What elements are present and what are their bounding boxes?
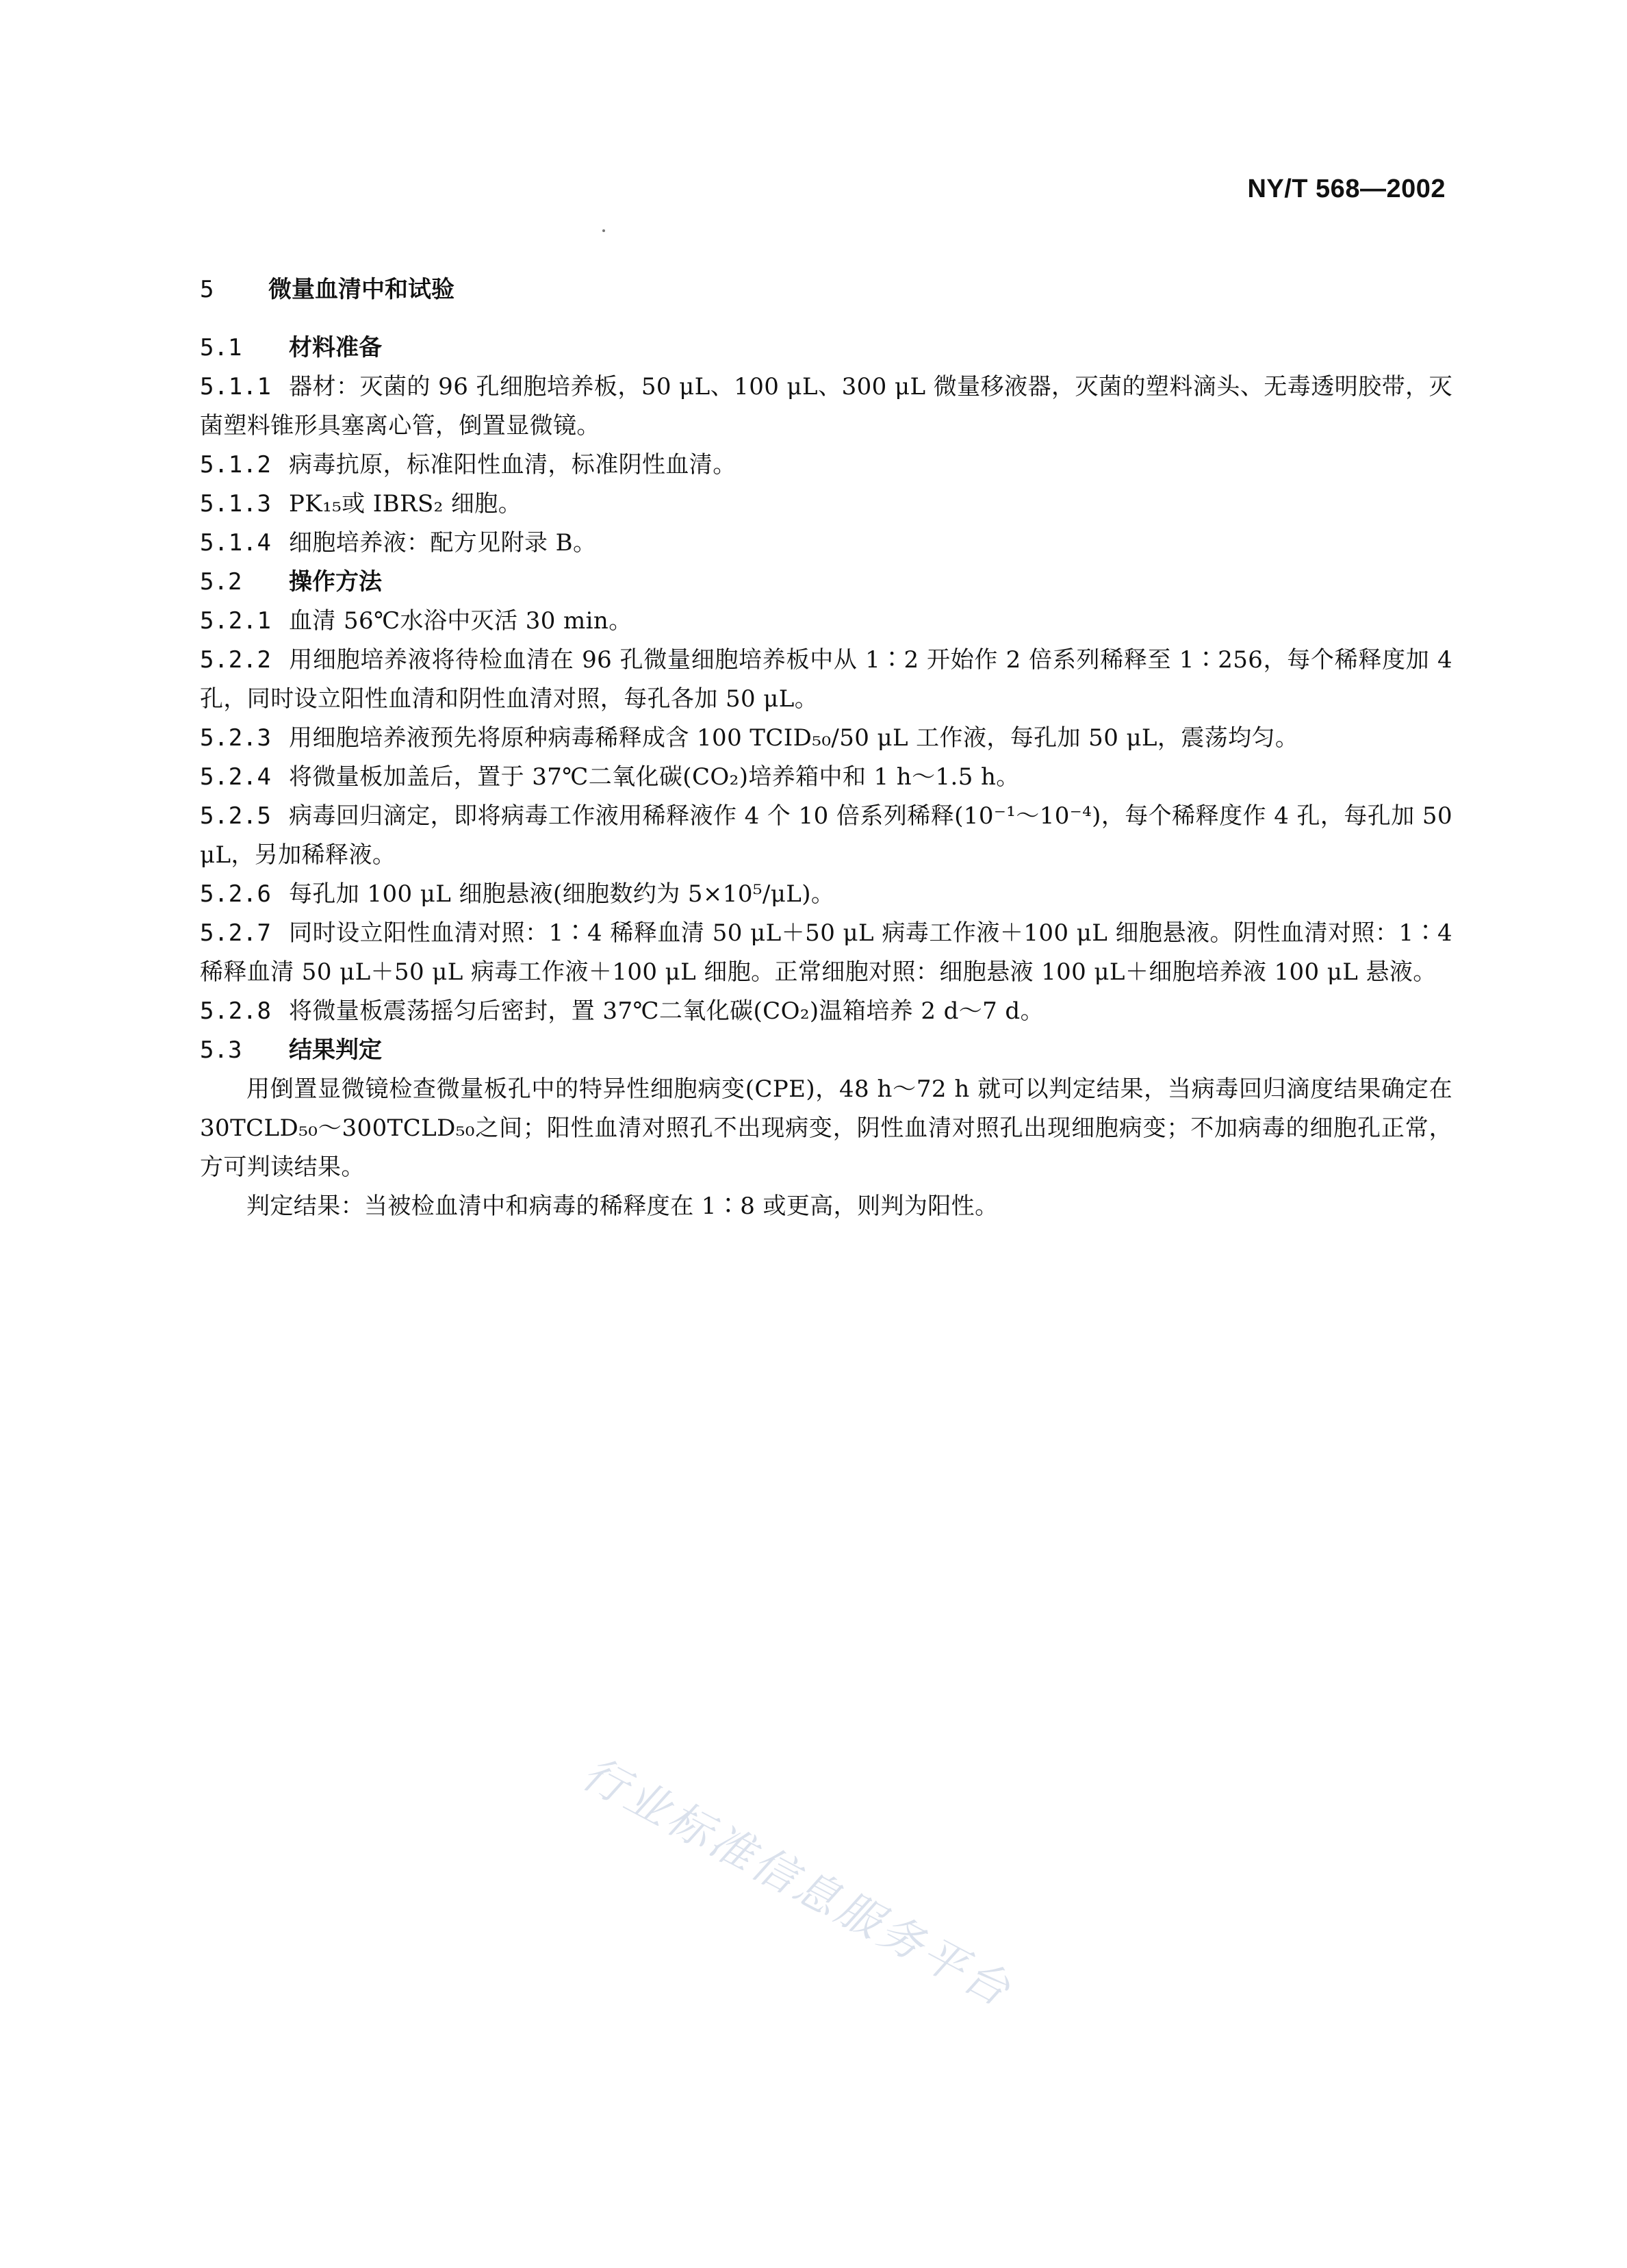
item-text: 每孔加 100 μL 细胞悬液(细胞数约为 5×10⁵/μL)。 bbox=[289, 880, 835, 908]
section-5-2-title: 操作方法 bbox=[289, 568, 382, 596]
item-text: 病毒回归滴定，即将病毒工作液用稀释液作 4 个 10 倍系列稀释(10⁻¹～10⁻⁴)，每个稀释度作 4 孔，每孔加 50 μL，另加稀释液。 bbox=[200, 802, 1452, 869]
item-5-2-3 bbox=[200, 719, 1452, 758]
section-5-1-number: 5.1 bbox=[200, 334, 242, 361]
section-5-number: 5 bbox=[200, 276, 214, 303]
watermark-text: 行业标准信息服务平台 bbox=[574, 1748, 1021, 2018]
item-text: 病毒抗原，标准阳性血清，标准阴性血清。 bbox=[289, 451, 736, 479]
item-number: 5.1.4 bbox=[200, 529, 272, 557]
item-text: 将微量板震荡摇匀后密封，置 37℃二氧化碳(CO₂)温箱培养 2 d～7 d。 bbox=[289, 997, 1044, 1025]
item-5-2-6 bbox=[200, 875, 1452, 914]
item-number: 5.2.8 bbox=[200, 997, 272, 1025]
section-5-heading bbox=[200, 270, 1452, 309]
section-5-1-title: 材料准备 bbox=[289, 334, 382, 361]
item-5-2-4 bbox=[200, 758, 1452, 797]
result-paragraph-1: 用倒置显微镜检查微量板孔中的特异性细胞病变(CPE)，48 h～72 h 就可以判定结果，当病毒回归滴度结果确定在 30TCLD₅₀～300TCLD₅₀之间；阳性血清对照孔不出现病变，阴性血清对照孔出现细胞病变；不加病毒的细胞孔正常，方可判读结果。 bbox=[200, 1075, 1452, 1181]
section-5-3-number: 5.3 bbox=[200, 1036, 242, 1064]
section-5-2-heading bbox=[200, 563, 1452, 602]
speck-mark bbox=[602, 229, 605, 232]
document-body bbox=[200, 270, 1452, 1226]
item-5-1-2 bbox=[200, 446, 1452, 485]
item-text: 用细胞培养液预先将原种病毒稀释成含 100 TCID₅₀/50 μL 工作液，每孔加 50 μL，震荡均匀。 bbox=[289, 724, 1299, 752]
item-text: 细胞培养液：配方见附录 B。 bbox=[289, 529, 597, 557]
item-5-1-4 bbox=[200, 524, 1452, 563]
item-number: 5.2.3 bbox=[200, 724, 272, 752]
item-5-2-7 bbox=[200, 914, 1452, 992]
item-5-2-8 bbox=[200, 992, 1452, 1031]
item-number: 5.1.2 bbox=[200, 451, 272, 479]
item-number: 5.1.3 bbox=[200, 490, 272, 518]
item-5-2-5 bbox=[200, 797, 1452, 875]
item-number: 5.2.1 bbox=[200, 607, 272, 635]
item-number: 5.2.6 bbox=[200, 880, 272, 908]
section-5-3-title: 结果判定 bbox=[289, 1036, 382, 1064]
item-text: 同时设立阳性血清对照：1∶4 稀释血清 50 μL＋50 μL 病毒工作液＋100 μL 细胞悬液。阴性血清对照：1∶4 稀释血清 50 μL＋50 μL 病毒工作液＋100 μL 细胞。正常细胞对照：细胞悬液 100 μL＋细胞培养液 100 μL 悬液。 bbox=[200, 919, 1452, 986]
item-number: 5.2.2 bbox=[200, 646, 272, 674]
section-5-2-number: 5.2 bbox=[200, 568, 242, 596]
item-text: 用细胞培养液将待检血清在 96 孔微量细胞培养板中从 1∶2 开始作 2 倍系列稀释至 1∶256，每个稀释度加 4 孔，同时设立阳性血清和阴性血清对照，每孔各加 50 μL。 bbox=[200, 646, 1452, 713]
item-number: 5.2.7 bbox=[200, 919, 272, 947]
standard-number: NY/T 568—2002 bbox=[1247, 175, 1446, 203]
item-text: 器材：灭菌的 96 孔细胞培养板，50 μL、100 μL、300 μL 微量移液器，灭菌的塑料滴头、无毒透明胶带，灭菌塑料锥形具塞离心管，倒置显微镜。 bbox=[200, 373, 1452, 439]
item-text: PK₁₅或 IBRS₂ 细胞。 bbox=[289, 490, 522, 518]
item-number: 5.1.1 bbox=[200, 373, 272, 400]
item-number: 5.2.5 bbox=[200, 802, 272, 830]
item-5-2-2 bbox=[200, 641, 1452, 719]
section-5-1-heading bbox=[200, 329, 1452, 368]
item-text: 将微量板加盖后，置于 37℃二氧化碳(CO₂)培养箱中和 1 h～1.5 h。 bbox=[289, 763, 1020, 791]
item-number: 5.2.4 bbox=[200, 763, 272, 791]
item-5-2-1 bbox=[200, 602, 1452, 641]
section-5-3-heading bbox=[200, 1031, 1452, 1070]
result-paragraph-2: 判定结果：当被检血清中和病毒的稀释度在 1∶8 或更高，则判为阳性。 bbox=[246, 1193, 999, 1220]
item-5-1-3 bbox=[200, 485, 1452, 524]
section-5-title: 微量血清中和试验 bbox=[268, 276, 454, 303]
item-text: 血清 56℃水浴中灭活 30 min。 bbox=[289, 607, 632, 635]
item-5-1-1 bbox=[200, 368, 1452, 446]
